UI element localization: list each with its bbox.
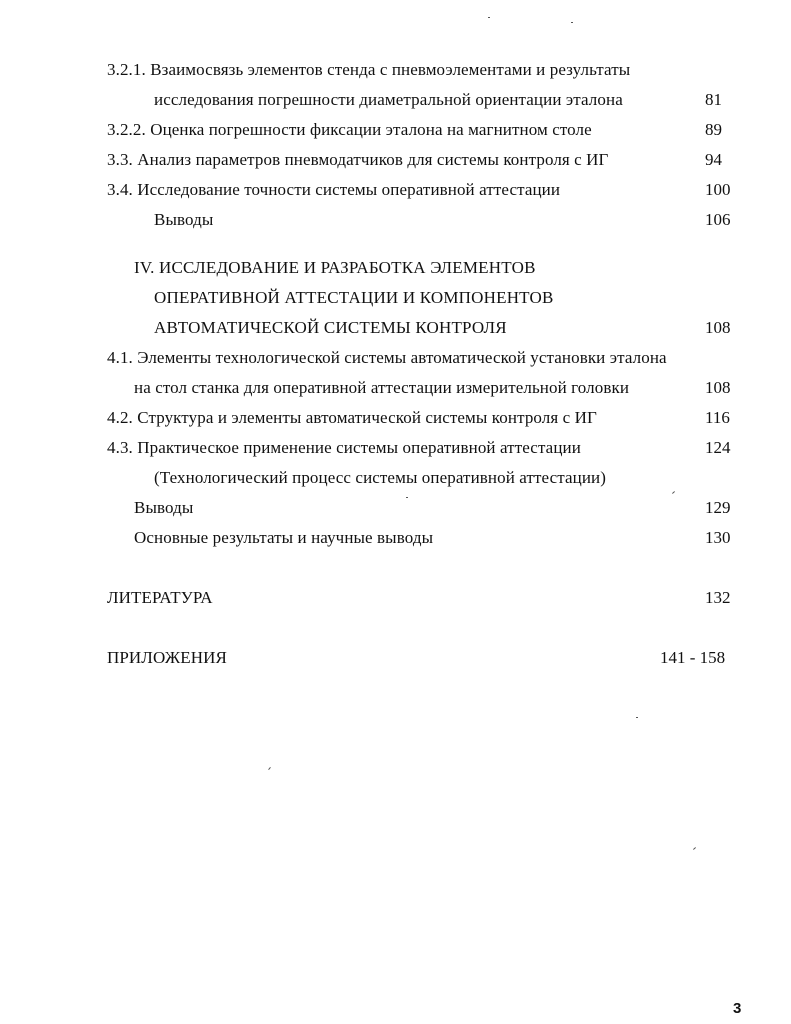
scan-speck (636, 717, 638, 718)
toc-entry-4-1-continuation: на стол станка для оперативной аттестации измерительной головки (134, 378, 630, 397)
toc-page-3-2-1: 81 (705, 90, 722, 109)
toc-entry-3-2-1-continuation: исследования погрешности диаметральной ориентации эталона (154, 90, 623, 109)
scan-speck (571, 22, 573, 23)
toc-page-appendix: 141 - 158 (660, 648, 726, 667)
toc-entry-chapter4-conclusions: Выводы (134, 498, 194, 517)
scan-speck (488, 17, 490, 18)
toc-page-main-results: 130 (705, 528, 731, 547)
toc-entry-3-2-1: 3.2.1. Взаимосвязь элементов стенда с пневмоэлементами и результаты (107, 60, 631, 79)
toc-entry-3-2-2: 3.2.2. Оценка погрешности фиксации эталона на магнитном столе (107, 120, 592, 139)
toc-page-3-3: 94 (705, 150, 722, 169)
toc-page-3-4: 100 (705, 180, 731, 199)
toc-entry-4-1: 4.1. Элементы технологической системы автоматической установки эталона (107, 348, 667, 367)
toc-page-4-3: 124 (705, 438, 731, 457)
toc-entry-4-3-continuation: (Технологический процесс системы оперативной аттестации) (154, 468, 606, 487)
toc-page-4-2: 116 (705, 408, 730, 427)
toc-entry-3-3: 3.3. Анализ параметров пневмодатчиков для системы контроля с ИГ (107, 150, 609, 169)
scan-speck (693, 847, 696, 850)
scan-speck (406, 497, 408, 498)
chapter4-heading-line2: ОПЕРАТИВНОЙ АТТЕСТАЦИИ И КОМПОНЕНТОВ (154, 288, 554, 307)
toc-entry-chapter3-conclusions: Выводы (154, 210, 214, 229)
chapter4-heading-line1: IV. ИССЛЕДОВАНИЕ И РАЗРАБОТКА ЭЛЕМЕНТОВ (134, 258, 536, 277)
toc-page-4-1: 108 (705, 378, 731, 397)
toc-page-3-2-2: 89 (705, 120, 722, 139)
page-number: 3 (733, 1000, 742, 1017)
toc-page-chapter4-conclusions: 129 (705, 498, 731, 517)
toc-entry-4-3: 4.3. Практическое применение системы оперативной аттестации (107, 438, 581, 457)
toc-entry-4-2: 4.2. Структура и элементы автоматической системы контроля с ИГ (107, 408, 597, 427)
scan-speck (268, 767, 271, 770)
toc-entry-literature: ЛИТЕРАТУРА (107, 588, 213, 607)
chapter4-heading-line3: АВТОМАТИЧЕСКОЙ СИСТЕМЫ КОНТРОЛЯ (154, 318, 507, 337)
scan-speck (672, 491, 675, 494)
toc-entry-appendix: ПРИЛОЖЕНИЯ (107, 648, 227, 667)
toc-page-chapter3-conclusions: 106 (705, 210, 731, 229)
toc-entry-main-results: Основные результаты и научные выводы (134, 528, 434, 547)
toc-page-literature: 132 (705, 588, 731, 607)
toc-entry-3-4: 3.4. Исследование точности системы оперативной аттестации (107, 180, 561, 199)
toc-page-chapter4: 108 (705, 318, 731, 337)
